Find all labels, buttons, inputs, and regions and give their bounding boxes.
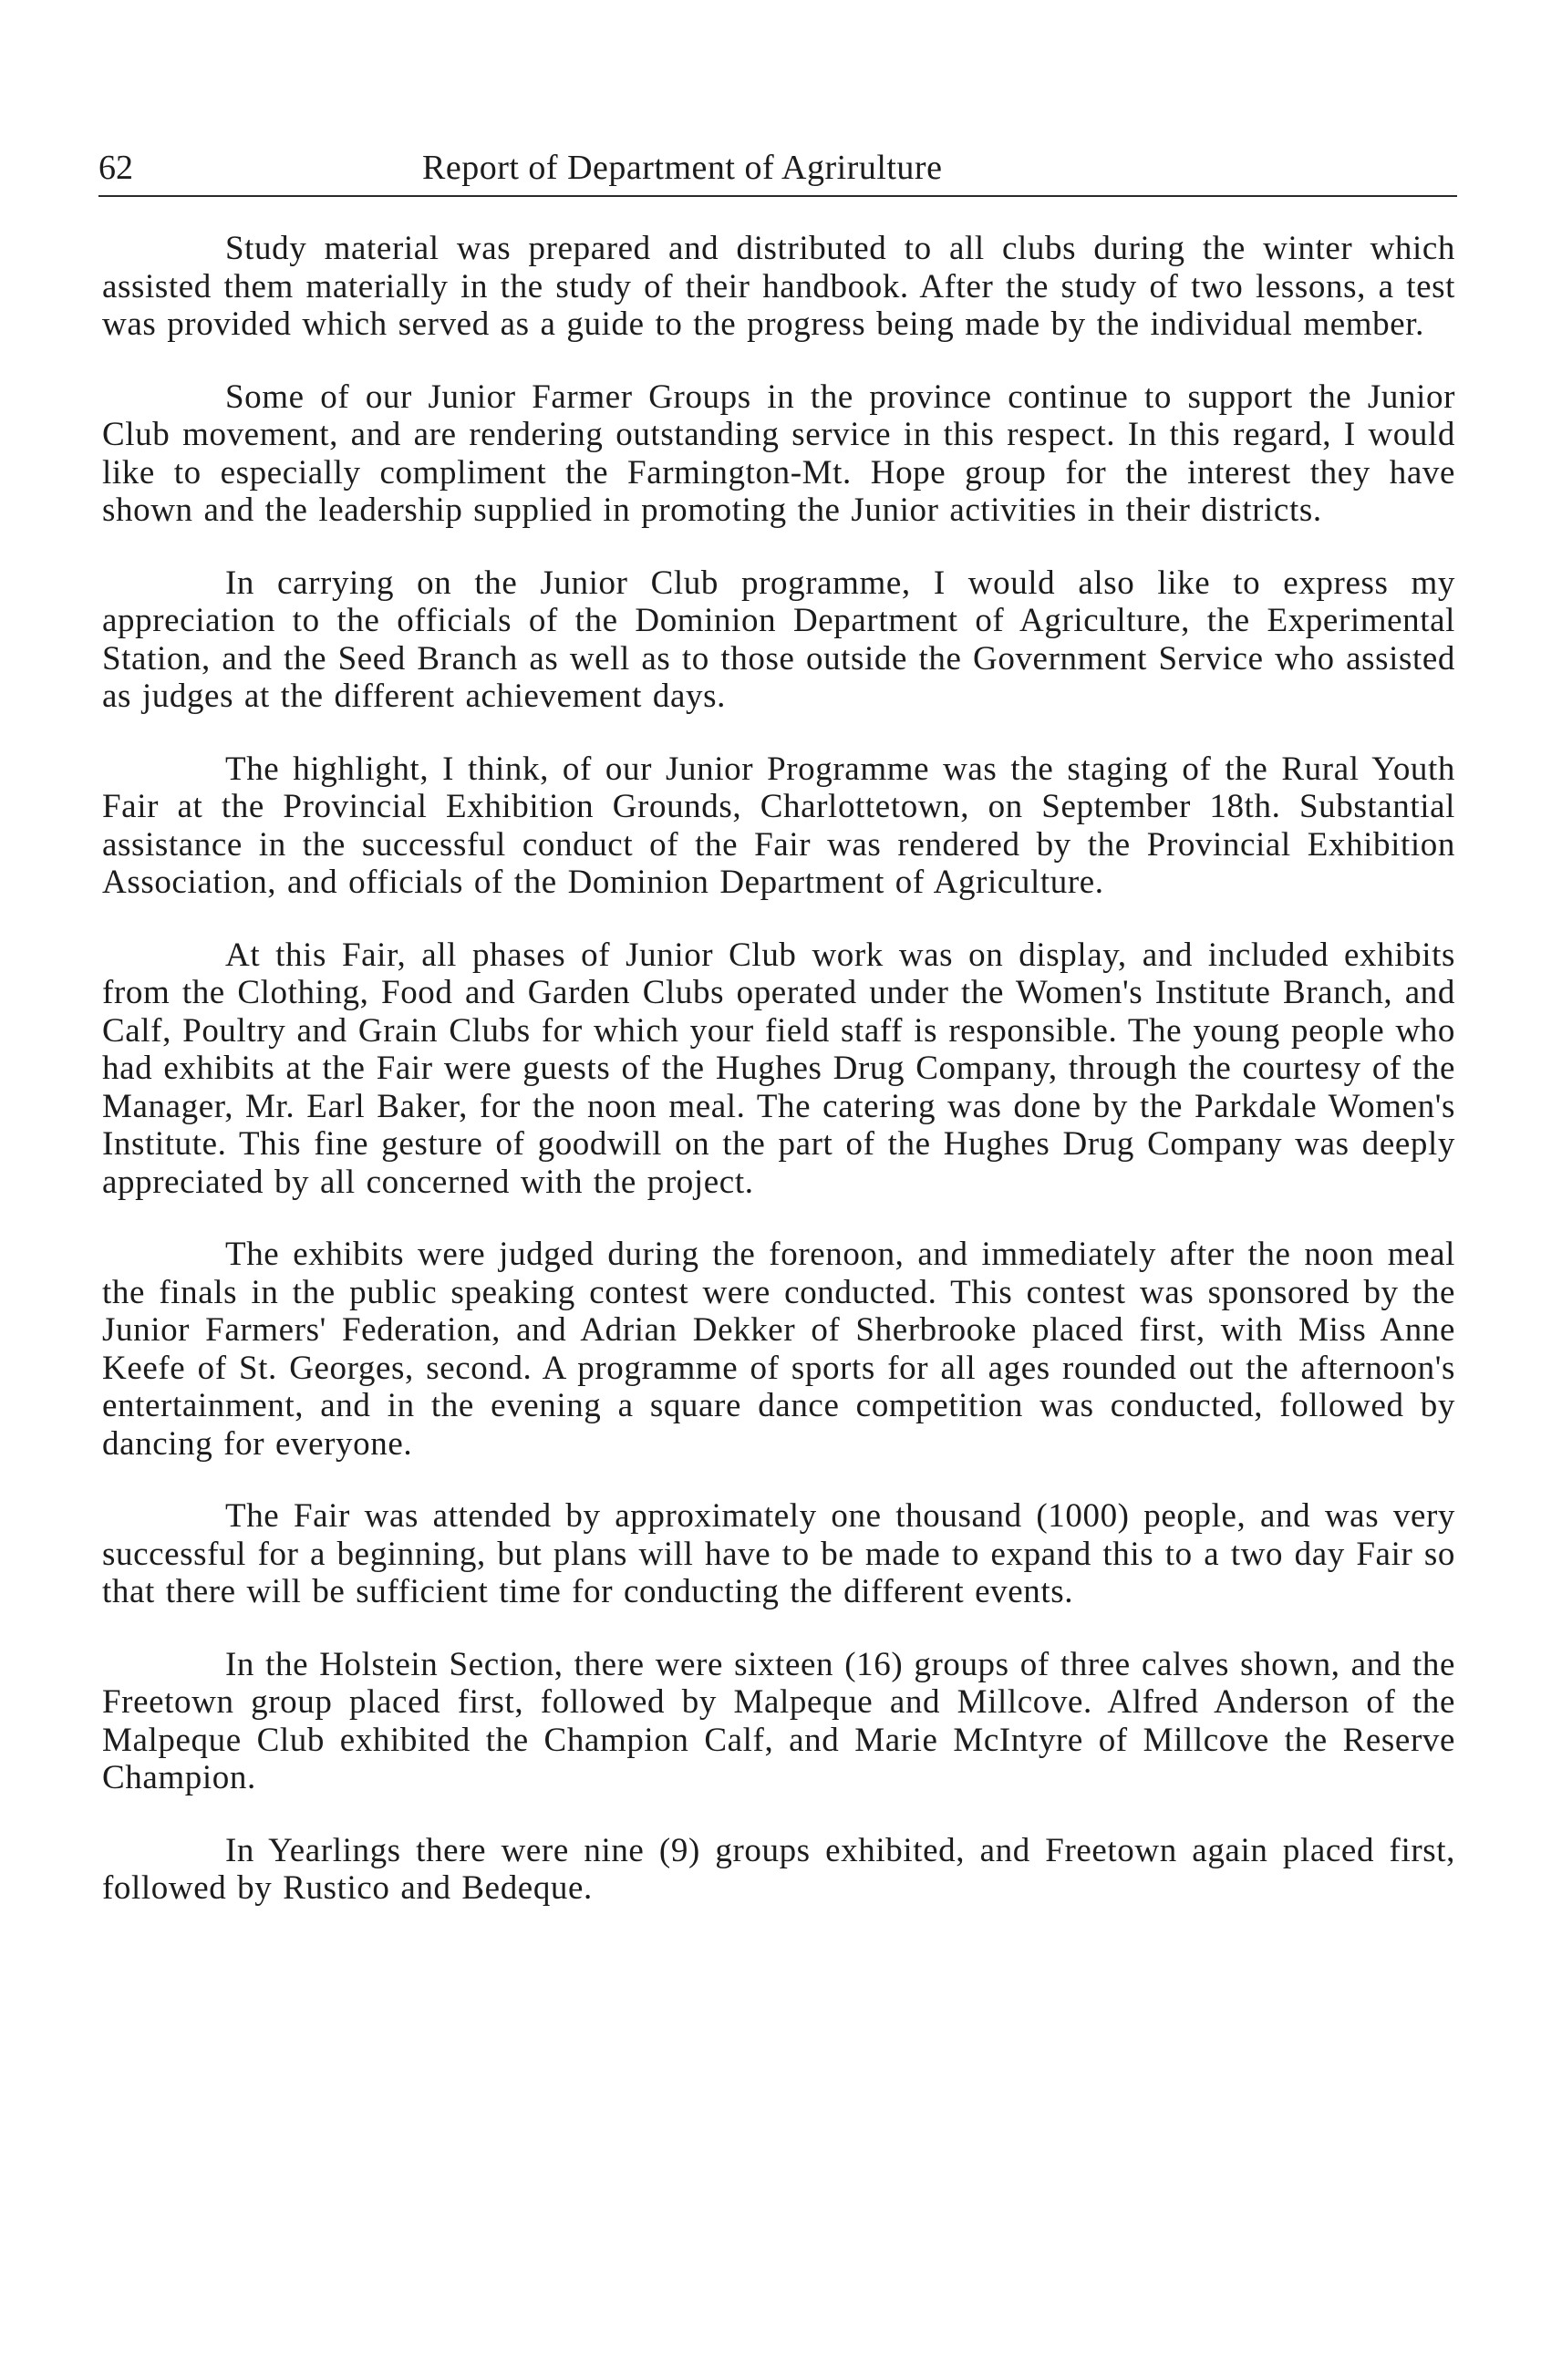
header-rule [98,195,1457,197]
header-title: Report of Department of Agrirulture [422,149,943,187]
running-header [98,142,1457,193]
body-text [102,230,1455,1942]
page-number: 62 [98,149,133,187]
paragraph-junior-farmer-groups: Some of our Junior Farmer Groups in the province continue to support the Junior Club movement, and are rendering outstanding service in this respect. In this regard, I would like to especially compliment the Farmington-Mt. Hope group for the interest they have shown and the leadership supplied in promoting the Junior activities in their districts. [102,378,1455,529]
paragraph-judging-and-contest: The exhibits were judged during the forenoon, and immediately after the noon meal the finals in the public speaking contest were conducted. This contest was sponsored by the Junior Farmers' Federation, and Adrian Dekker of Sherbrooke placed first, with Miss Anne Keefe of St. Georges, second. A programme of sports for all ages rounded out the afternoon's entertainment, and in the evening a square dance competition was conducted, followed by dancing for everyone. [102,1236,1455,1463]
paragraph-attendance: The Fair was attended by approximately one thousand (1000) people, and was very successful for a beginning, but plans will have to be made to expand this to a two day Fair so that there will be sufficient time for conducting the different events. [102,1497,1455,1610]
paragraph-rural-youth-fair: The highlight, I think, of our Junior Programme was the staging of the Rural Youth Fair at the Provincial Exhibition Grounds, Charlottetown, on September 18th. Substantial assistance in the successful conduct of the Fair was rendered by the Provincial Exhibition Association, and officials of the Dominion Department of Agriculture. [102,750,1455,901]
paragraph-study-material: Study material was prepared and distributed to all clubs during the winter which assisted them materially in the study of their handbook. After the study of two lessons, a test was provided which served as a guide to the progress being made by the individual member. [102,230,1455,343]
paragraph-appreciation: In carrying on the Junior Club programme, I would also like to express my appreciation to the officials of the Dominion Department of Agriculture, the Experimental Station, and the Seed Branch as well as to those outside the Government Service who assisted as judges at the different achievement days. [102,564,1455,715]
paragraph-fair-exhibits: At this Fair, all phases of Junior Club work was on display, and included exhibits from the Clothing, Food and Garden Clubs operated under the Women's Institute Branch, and Calf, Poultry and Grain Clubs for which your field staff is responsible. The young people who had exhibits at the Fair were guests of the Hughes Drug Company, through the courtesy of the Manager, Mr. Earl Baker, for the noon meal. The catering was done by the Parkdale Women's Institute. This fine gesture of goodwill on the part of the Hughes Drug Company was deeply appreciated by all concerned with the project. [102,936,1455,1201]
paragraph-yearlings: In Yearlings there were nine (9) groups exhibited, and Freetown again placed first, followed by Rustico and Bedeque. [102,1831,1455,1907]
paragraph-holstein-section: In the Holstein Section, there were sixteen (16) groups of three calves shown, and the Freetown group placed first, followed by Malpeque and Millcove. Alfred Anderson of the Malpeque Club exhibited the Champion Calf, and Marie McIntyre of Millcove the Reserve Champion. [102,1645,1455,1796]
